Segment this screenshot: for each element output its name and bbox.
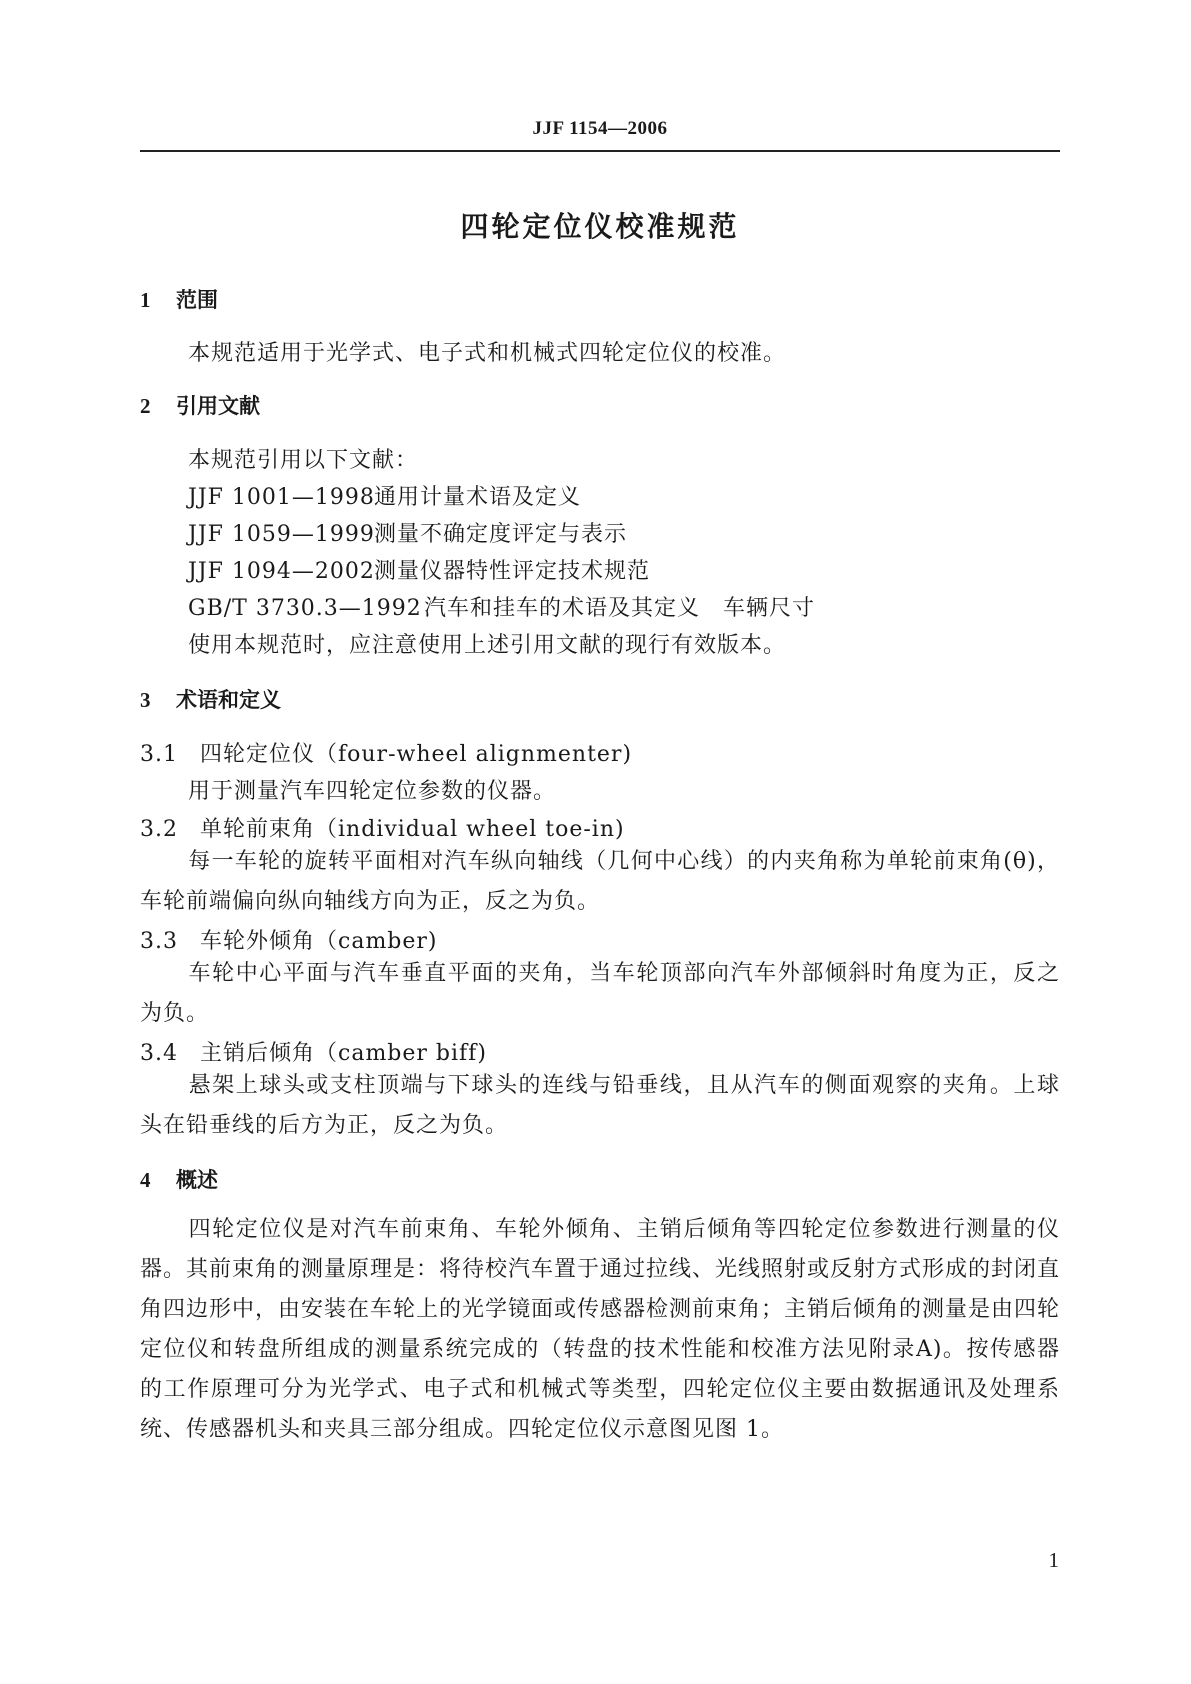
overview-paragraph	[140, 1210, 1060, 1450]
term-heading	[140, 1036, 1060, 1067]
reference-code: JJF 1094—2002	[188, 559, 375, 584]
section-title: 术语和定义	[176, 688, 281, 712]
term-heading	[140, 737, 1060, 768]
term-heading	[140, 924, 1060, 955]
reference-code: JJF 1001—1998	[188, 485, 375, 510]
term-definition	[140, 842, 1060, 922]
reference-title: 测量仪器特性评定技术规范	[374, 559, 651, 584]
reference-item	[140, 591, 1108, 622]
reference-title: 汽车和挂车的术语及其定义 车辆尺寸	[424, 596, 816, 621]
section-number: 4	[140, 1168, 151, 1192]
reference-item	[140, 517, 1108, 548]
term-definition	[140, 1066, 1060, 1146]
references-intro: 本规范引用以下文献：	[188, 448, 419, 473]
reference-item	[140, 480, 1108, 511]
section-number: 3	[140, 688, 151, 712]
section-heading-4	[140, 1164, 218, 1194]
term-number: 3.1	[140, 742, 178, 767]
references-note: 使用本规范时，应注意使用上述引用文献的现行有效版本。	[188, 633, 787, 658]
reference-code: JJF 1059—1999	[188, 522, 375, 547]
standard-code-header: JJF 1154—2006	[532, 118, 668, 139]
section-number: 2	[140, 394, 151, 418]
term-definition: 用于测量汽车四轮定位参数的仪器。	[188, 779, 557, 804]
document-title: 四轮定位仪校准规范	[460, 210, 740, 243]
section-title: 引用文献	[176, 394, 260, 418]
term-name: 车轮外倾角（camber)	[200, 929, 438, 954]
term-definition	[140, 954, 1060, 1034]
term-name: 主销后倾角（camber biff)	[200, 1041, 487, 1066]
term-number: 3.4	[140, 1041, 178, 1066]
term-number: 3.2	[140, 817, 178, 842]
page-number: 1	[1048, 1548, 1059, 1572]
term-definition-text: 车轮中心平面与汽车垂直平面的夹角，当车轮顶部向汽车外部倾斜时角度为正，反之为负。	[140, 961, 1060, 1026]
reference-code: GB/T 3730.3—1992	[188, 596, 422, 621]
overview-text: 四轮定位仪是对汽车前束角、车轮外倾角、主销后倾角等四轮定位参数进行测量的仪器。其前束角的测量原理是：将待校汽车置于通过拉线、光线照射或反射方式形成的封闭直角四边形中，由安装在车轮上的光学镜面或传感器检测前束角；主销后倾角的测量是由四轮定位仪和转盘所组成的测量系统完成的（转盘的技术性能和校准方法见附录A)。按传感器的工作原理可分为光学式、电子式和机械式等类型，四轮定位仪主要由数据通讯及处理系统、传感器机头和夹具三部分组成。四轮定位仪示意图见图 1。	[140, 1217, 1061, 1442]
section-heading-1	[140, 284, 218, 314]
term-definition-text: 悬架上球头或支柱顶端与下球头的连线与铅垂线，且从汽车的侧面观察的夹角。上球头在铅垂线的后方为正，反之为负。	[140, 1073, 1060, 1138]
term-heading	[140, 812, 1060, 843]
section-heading-2	[140, 390, 260, 420]
reference-title: 测量不确定度评定与表示	[374, 522, 628, 547]
term-definition-text: 每一车轮的旋转平面相对汽车纵向轴线（几何中心线）的内夹角称为单轮前束角(θ)，车轮前端偏向纵向轴线方向为正，反之为负。	[140, 849, 1060, 914]
section-title: 概述	[176, 1168, 218, 1192]
section-number: 1	[140, 288, 151, 312]
reference-title: 通用计量术语及定义	[374, 485, 582, 510]
term-name: 四轮定位仪（four-wheel alignmenter)	[200, 742, 633, 767]
term-name: 单轮前束角（individual wheel toe-in)	[200, 817, 625, 842]
term-number: 3.3	[140, 929, 178, 954]
section-heading-3	[140, 684, 281, 714]
scope-paragraph: 本规范适用于光学式、电子式和机械式四轮定位仪的校准。	[188, 341, 787, 366]
header-rule	[140, 150, 1060, 152]
section-title: 范围	[176, 288, 218, 312]
reference-item	[140, 554, 1108, 585]
